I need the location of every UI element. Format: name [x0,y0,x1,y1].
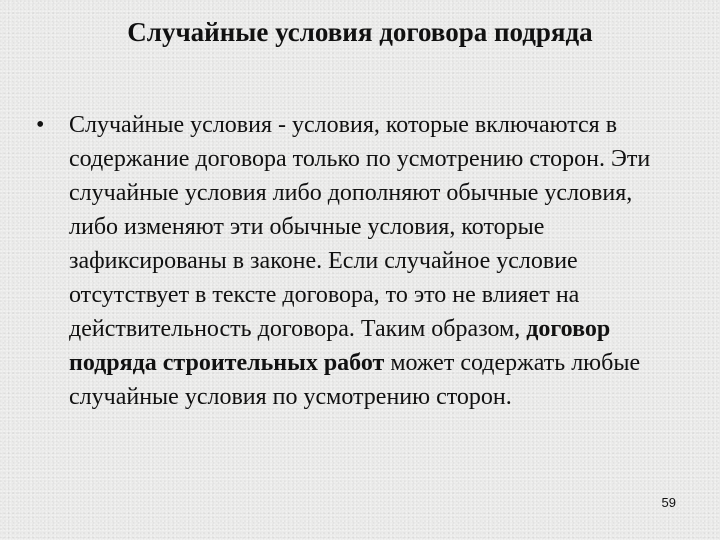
bullet-text [69,108,676,414]
bullet-text-bold: договор подряда строительных работ [69,316,611,376]
page-number: 59 [661,495,676,510]
bullet-marker: • [36,112,45,138]
bullet-text-end: может содержать любые случайные условия по усмотрению сторон. [69,350,641,410]
slide-title: Случайные условия договора подряда [127,17,593,47]
bullet-item [36,108,676,414]
bullet-text-start: Случайные условия - условия, которые включаются в содержание договора только по усмотрению сторон. Эти случайные условия либо дополняют обычные условия, либо изменяют эти обычные условия, которые зафиксированы в законе. Если случайное условие отсутствует в тексте договора, то это не влияет на действительность договора. Таким образом, [69,112,651,342]
